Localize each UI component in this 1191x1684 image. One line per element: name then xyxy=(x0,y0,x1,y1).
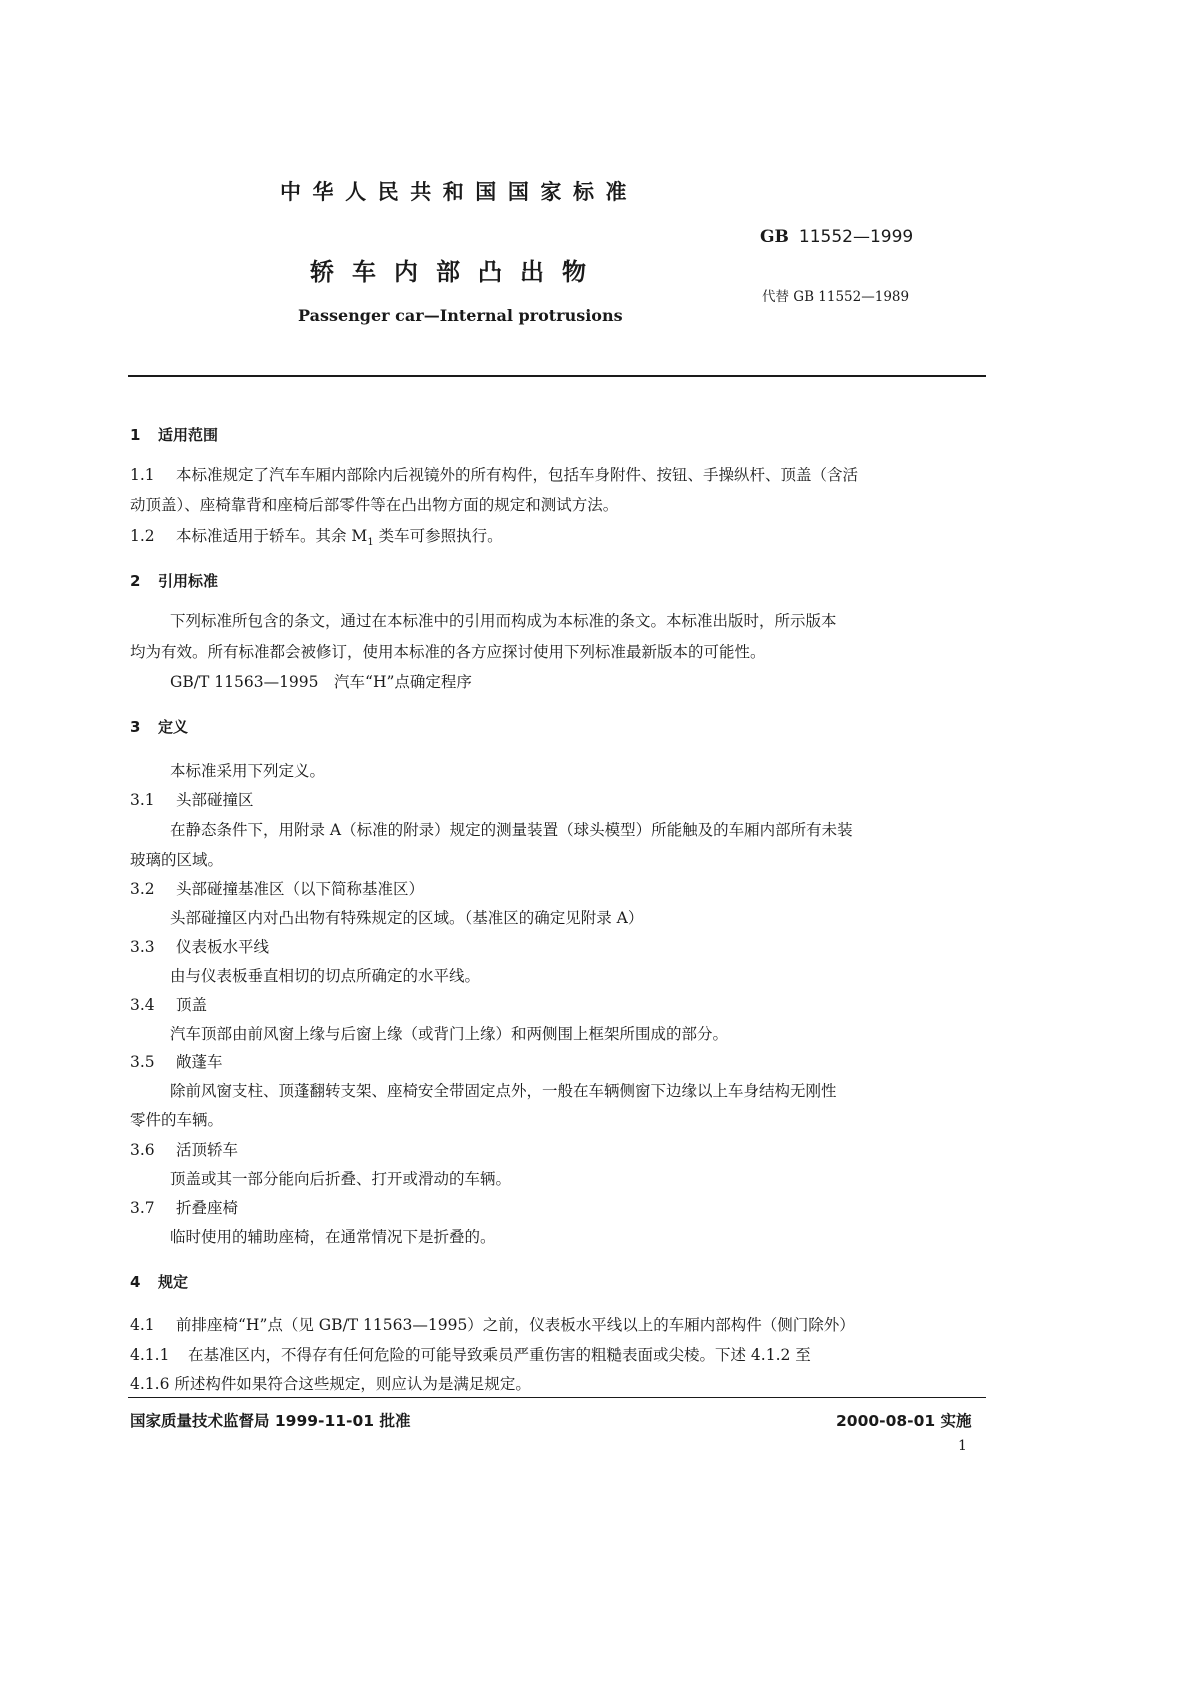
footer-divider xyxy=(128,1397,986,1398)
section-heading-2 xyxy=(130,570,218,591)
document-title-en: Passenger car—Internal protrusions xyxy=(298,306,623,325)
term: 顶盖 xyxy=(176,996,208,1014)
document-title-zh: 轿车内部凸出物 xyxy=(310,258,604,286)
clause-1-1-continued: 动顶盖）、座椅靠背和座椅后部零件等在凸出物方面的规定和测试方法。 xyxy=(130,496,619,514)
term: 头部碰撞基准区（以下简称基准区） xyxy=(176,880,425,898)
section-title: 适用范围 xyxy=(158,426,219,444)
clause-text: 前排座椅“H”点（见 GB/T 11563—1995）之前，仪表板水平线以上的车厢内部构件（侧门除外） xyxy=(176,1316,855,1334)
clause-1-2 xyxy=(130,524,503,548)
approval-statement: 国家质量技术监督局 1999-11-01 批准 xyxy=(130,1412,411,1430)
national-standard-title: 中华人民共和国国家标准 xyxy=(280,180,639,204)
page-number: 1 xyxy=(958,1438,967,1454)
referenced-standard: GB/T 11563—1995 汽车“H”点确定程序 xyxy=(170,673,472,691)
definition-text-continued: 零件的车辆。 xyxy=(130,1111,224,1129)
definition-3-3-term xyxy=(130,935,269,957)
clause-label: 1.2 xyxy=(130,527,155,545)
definition-text: 除前风窗支柱、顶蓬翻转支架、座椅安全带固定点外，一般在车辆侧窗下边缘以上车身结构无刚性 xyxy=(170,1082,837,1100)
clause-4-1 xyxy=(130,1313,855,1335)
clause-label: 1.1 xyxy=(130,466,155,484)
section-number: 4 xyxy=(130,1273,141,1291)
definition-3-1-term xyxy=(130,788,254,810)
section-heading-4 xyxy=(130,1271,188,1292)
replaces-standard: 代替 GB 11552—1989 xyxy=(762,289,910,305)
definition-text: 临时使用的辅助座椅，在通常情况下是折叠的。 xyxy=(170,1228,496,1246)
clause-label: 3.1 xyxy=(130,791,155,809)
paragraph-continued: 均为有效。所有标准都会被修订，使用本标准的各方应探讨使用下列标准最新版本的可能性。 xyxy=(130,643,766,661)
clause-label: 4.1 xyxy=(130,1316,155,1334)
paragraph: 本标准采用下列定义。 xyxy=(170,762,326,780)
subscript: 1 xyxy=(367,537,374,549)
section-title: 规定 xyxy=(158,1273,189,1291)
section-title: 引用标准 xyxy=(158,572,219,590)
definition-3-4-term xyxy=(130,993,207,1015)
clause-1-1 xyxy=(130,463,858,485)
definition-text: 头部碰撞区内对凸出物有特殊规定的区域。（基准区的确定见附录 A） xyxy=(170,909,644,927)
term: 活顶轿车 xyxy=(176,1141,239,1159)
clause-label: 3.5 xyxy=(130,1053,155,1071)
definition-text: 汽车顶部由前风窗上缘与后窗上缘（或背门上缘）和两侧围上框架所围成的部分。 xyxy=(170,1025,729,1043)
section-number: 2 xyxy=(130,572,141,590)
clause-text: 本标准适用于轿车。其余 M xyxy=(176,527,368,545)
clause-text: 类车可参照执行。 xyxy=(373,527,503,545)
section-number: 1 xyxy=(130,426,141,444)
definition-text: 在静态条件下，用附录 A（标准的附录）规定的测量装置（球头模型）所能触及的车厢内部所有未装 xyxy=(170,821,853,839)
header-divider xyxy=(128,375,986,377)
clause-label: 4.1.1 xyxy=(130,1346,170,1364)
term: 折叠座椅 xyxy=(176,1199,239,1217)
term: 头部碰撞区 xyxy=(176,791,254,809)
section-title: 定义 xyxy=(158,718,189,736)
definition-text: 顶盖或其一部分能向后折叠、打开或滑动的车辆。 xyxy=(170,1170,512,1188)
clause-4-1-1 xyxy=(130,1343,811,1365)
section-heading-1 xyxy=(130,424,218,445)
standard-prefix: GB xyxy=(760,227,789,247)
clause-label: 3.2 xyxy=(130,880,155,898)
definition-3-7-term xyxy=(130,1196,238,1218)
section-heading-3 xyxy=(130,716,188,737)
clause-4-1-1-continued: 4.1.6 所述构件如果符合这些规定，则应认为是满足规定。 xyxy=(130,1375,531,1393)
term: 敞蓬车 xyxy=(176,1053,223,1071)
clause-text: 本标准规定了汽车车厢内部除内后视镜外的所有构件，包括车身附件、按钮、手操纵杆、顶盖（含活 xyxy=(176,466,859,484)
definition-3-6-term xyxy=(130,1138,238,1160)
clause-label: 3.7 xyxy=(130,1199,155,1217)
clause-text: 在基准区内，不得存有任何危险的可能导致乘员严重伤害的粗糙表面或尖棱。下述 4.1.2 至 xyxy=(188,1346,811,1364)
section-number: 3 xyxy=(130,718,141,736)
clause-label: 3.6 xyxy=(130,1141,155,1159)
standard-number-value: 11552—1999 xyxy=(798,227,914,247)
clause-label: 3.3 xyxy=(130,938,155,956)
implementation-date: 2000-08-01 实施 xyxy=(836,1412,972,1430)
definition-3-5-term xyxy=(130,1050,223,1072)
term: 仪表板水平线 xyxy=(176,938,270,956)
definition-text-continued: 玻璃的区域。 xyxy=(130,851,224,869)
standard-number xyxy=(760,227,913,247)
definition-3-2-term xyxy=(130,877,424,899)
definition-text: 由与仪表板垂直相切的切点所确定的水平线。 xyxy=(170,967,481,985)
clause-label: 3.4 xyxy=(130,996,155,1014)
paragraph: 下列标准所包含的条文，通过在本标准中的引用而构成为本标准的条文。本标准出版时，所示版本 xyxy=(170,612,837,630)
